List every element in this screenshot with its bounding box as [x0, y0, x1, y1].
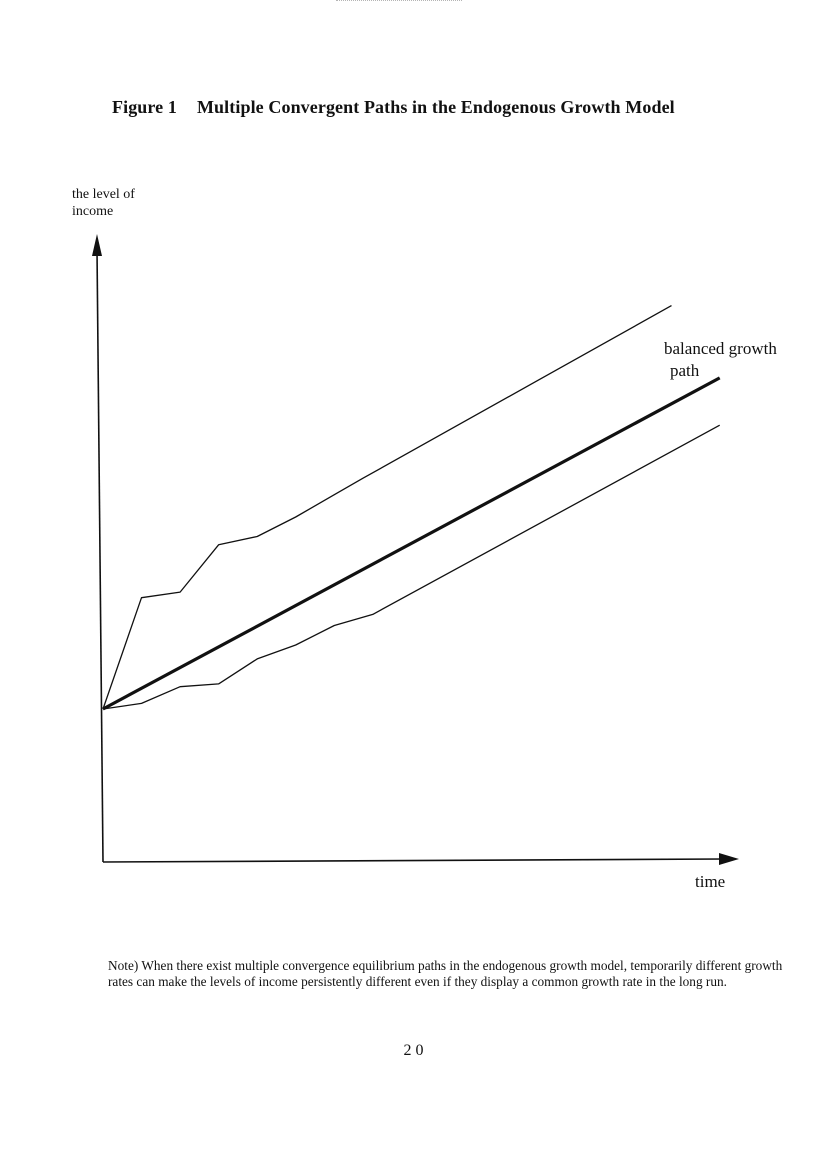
y-axis-label-line-1: the level of — [72, 187, 135, 202]
figure-number: Figure 1 — [112, 97, 177, 117]
series-layer — [103, 306, 720, 709]
balanced-growth-path-label-line-2: path — [670, 361, 700, 380]
balanced-growth-path-line — [103, 378, 720, 709]
lower-path-line — [103, 425, 720, 709]
figure-note: Note) When there exist multiple convergence equilibrium paths in the endogenous growth model, temporarily different growth rates can make the levels of income persistently different even if they display a common growth rate in the long run. — [108, 958, 783, 989]
y-axis-label-line-2: income — [72, 204, 114, 219]
upper-path-line — [103, 306, 672, 709]
balanced-growth-path-label-line-1: balanced growth — [664, 339, 777, 358]
x-axis-label: time — [695, 872, 726, 891]
balanced-growth-path-label — [664, 338, 777, 382]
y-axis — [92, 234, 103, 862]
page-number: 2 0 — [403, 1042, 424, 1059]
figure-title-text: Multiple Convergent Paths in the Endogenous Growth Model — [196, 97, 675, 117]
x-axis — [103, 853, 739, 865]
